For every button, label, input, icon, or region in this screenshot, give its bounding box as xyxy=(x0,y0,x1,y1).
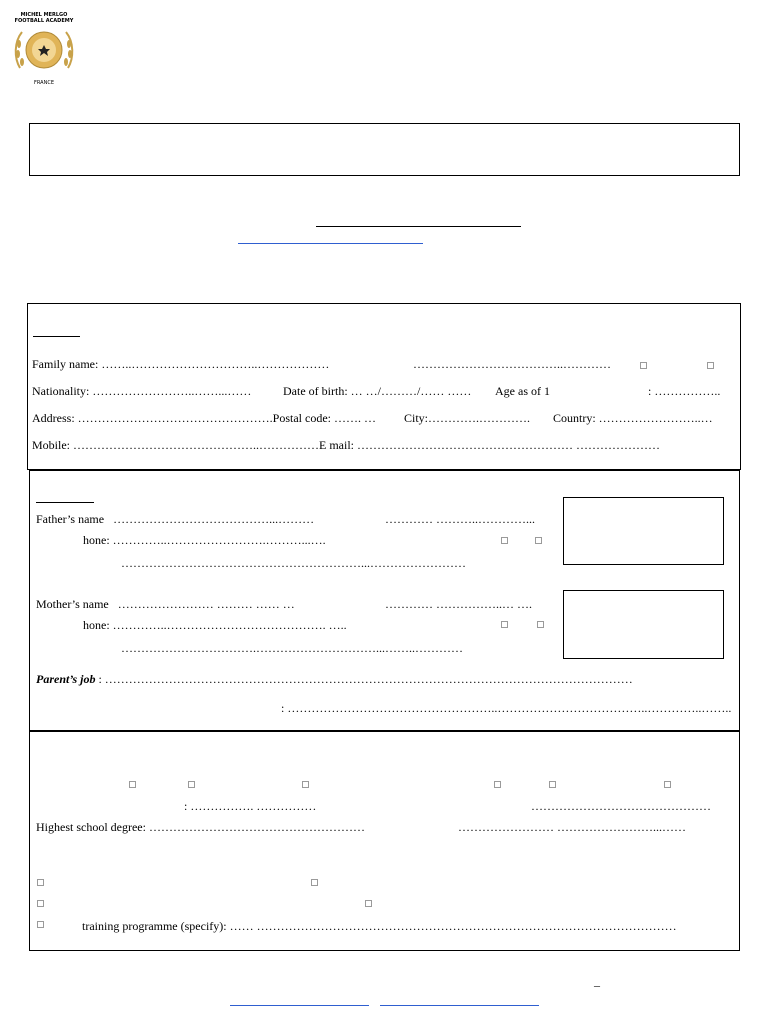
parent-job-field[interactable]: : …………………………………………………………………………………………………………………… xyxy=(98,672,633,686)
parents-section-heading-underline xyxy=(36,502,94,503)
degree-row xyxy=(36,820,365,835)
mother-label: Mother’s name xyxy=(36,597,109,611)
father-extra-field[interactable]: ……………………………………………………...…………………… xyxy=(121,556,466,570)
footer-link-2[interactable] xyxy=(380,1005,539,1006)
football-crest-icon xyxy=(12,24,76,76)
email-link[interactable] xyxy=(238,243,423,244)
parent-job-field-2[interactable]: : ……………………………………………..………………………………..…………..…….. xyxy=(281,701,732,715)
nationality-field[interactable]: ……………………..……...…… xyxy=(92,384,252,398)
school-checkbox-6[interactable] xyxy=(664,781,671,788)
mobile-row xyxy=(32,438,660,453)
address-field[interactable]: …………………………………………. xyxy=(77,411,273,425)
family-name-field[interactable]: ……..…………………………..……………… xyxy=(101,357,330,371)
father-field[interactable]: …………………………………...……… xyxy=(113,512,315,526)
school-field-1[interactable]: : ……………. …………… xyxy=(184,799,317,813)
mother-field-2[interactable]: ………… ……………..… …. xyxy=(385,597,532,611)
father-checkbox-2[interactable] xyxy=(535,537,542,544)
nationality-row xyxy=(32,384,251,399)
mobile-field[interactable]: ………………………………………..…………… xyxy=(73,438,319,452)
school-checkbox-2[interactable] xyxy=(188,781,195,788)
school-checkbox-1[interactable] xyxy=(129,781,136,788)
training-checkbox-1[interactable] xyxy=(37,879,44,886)
training-checkbox-4[interactable] xyxy=(365,900,372,907)
school-checkbox-3[interactable] xyxy=(302,781,309,788)
mobile-label: Mobile: xyxy=(32,438,70,452)
school-section xyxy=(29,731,740,951)
family-name-label: Family name: xyxy=(32,357,99,371)
logo-country: FRANCE xyxy=(34,80,54,86)
training-checkbox-5[interactable] xyxy=(37,921,44,928)
parent-job-label: Parent’s job xyxy=(36,672,96,686)
parent-job-row xyxy=(36,672,633,687)
father-field-2[interactable]: ………… ………..…………... xyxy=(385,512,535,526)
address-label: Address: xyxy=(32,411,75,425)
degree-field-2[interactable]: …………………… ……………………...…… xyxy=(458,820,686,834)
footer-link-1[interactable] xyxy=(230,1005,369,1006)
degree-label: Highest school degree: xyxy=(36,820,146,834)
first-name-field[interactable]: ………………………………..………… xyxy=(413,357,611,371)
heading-underline xyxy=(316,226,521,227)
training-label: training programme (specify): xyxy=(82,919,227,933)
mother-phone-row xyxy=(83,618,347,633)
logo-line-1: MICHEL MERLGO xyxy=(20,12,68,18)
country-row xyxy=(553,411,713,426)
dob-label: Date of birth: xyxy=(283,384,348,398)
email-label: E mail: xyxy=(319,438,354,452)
dob-field[interactable]: … …/………/…… …… xyxy=(350,384,472,398)
country-label: Country: xyxy=(553,411,596,425)
training-field[interactable]: …… …………………………………………………………………………………………… xyxy=(229,919,677,933)
father-checkbox-1[interactable] xyxy=(501,537,508,544)
email-field[interactable]: ……………………………………………… ………………… xyxy=(357,438,660,452)
father-row xyxy=(36,512,314,527)
academy-logo xyxy=(12,12,76,84)
title-box xyxy=(29,123,740,176)
father-phone-row xyxy=(83,533,326,548)
city-field[interactable]: ………….…………. xyxy=(428,411,531,425)
mother-row xyxy=(36,597,295,612)
mother-signature-box[interactable] xyxy=(563,590,724,659)
school-checkbox-5[interactable] xyxy=(549,781,556,788)
father-phone-label: hone: xyxy=(83,533,110,547)
mother-phone-label: hone: xyxy=(83,618,110,632)
father-phone-field[interactable]: …………..…………………….………...…. xyxy=(112,533,326,547)
school-field-2[interactable]: ……………………………………… xyxy=(531,799,711,813)
dob-row xyxy=(283,384,471,399)
nationality-label: Nationality: xyxy=(32,384,90,398)
postal-field[interactable]: ……. … xyxy=(334,411,376,425)
city-row xyxy=(404,411,530,426)
gender-checkbox-1[interactable] xyxy=(640,362,647,369)
address-row xyxy=(32,411,376,426)
country-field[interactable]: ……………………..… xyxy=(598,411,713,425)
footer-dash: – xyxy=(594,978,600,992)
father-signature-box[interactable] xyxy=(563,497,724,565)
training-row xyxy=(82,919,677,934)
mother-checkbox-2[interactable] xyxy=(537,621,544,628)
degree-field[interactable]: ……………………………………………… xyxy=(148,820,365,834)
postal-label: Postal code: xyxy=(272,411,331,425)
gender-checkbox-2[interactable] xyxy=(707,362,714,369)
family-name-row xyxy=(32,357,329,372)
age-label: Age as of 1 xyxy=(495,384,550,398)
city-label: City: xyxy=(404,411,429,425)
mother-checkbox-1[interactable] xyxy=(501,621,508,628)
mother-field[interactable]: …………………… ……… …… … xyxy=(117,597,295,611)
player-section-heading-underline xyxy=(33,336,80,337)
training-checkbox-2[interactable] xyxy=(311,879,318,886)
mother-extra-field[interactable]: …………………………….…………………………...……..………… xyxy=(121,641,463,655)
school-checkbox-4[interactable] xyxy=(494,781,501,788)
logo-line-2: FOOTBALL ACADEMY xyxy=(14,18,74,24)
age-field[interactable]: : …………….. xyxy=(648,384,721,398)
training-checkbox-3[interactable] xyxy=(37,900,44,907)
father-label: Father’s name xyxy=(36,512,105,526)
mother-phone-field[interactable]: …………..…………………………………. ….. xyxy=(112,618,347,632)
